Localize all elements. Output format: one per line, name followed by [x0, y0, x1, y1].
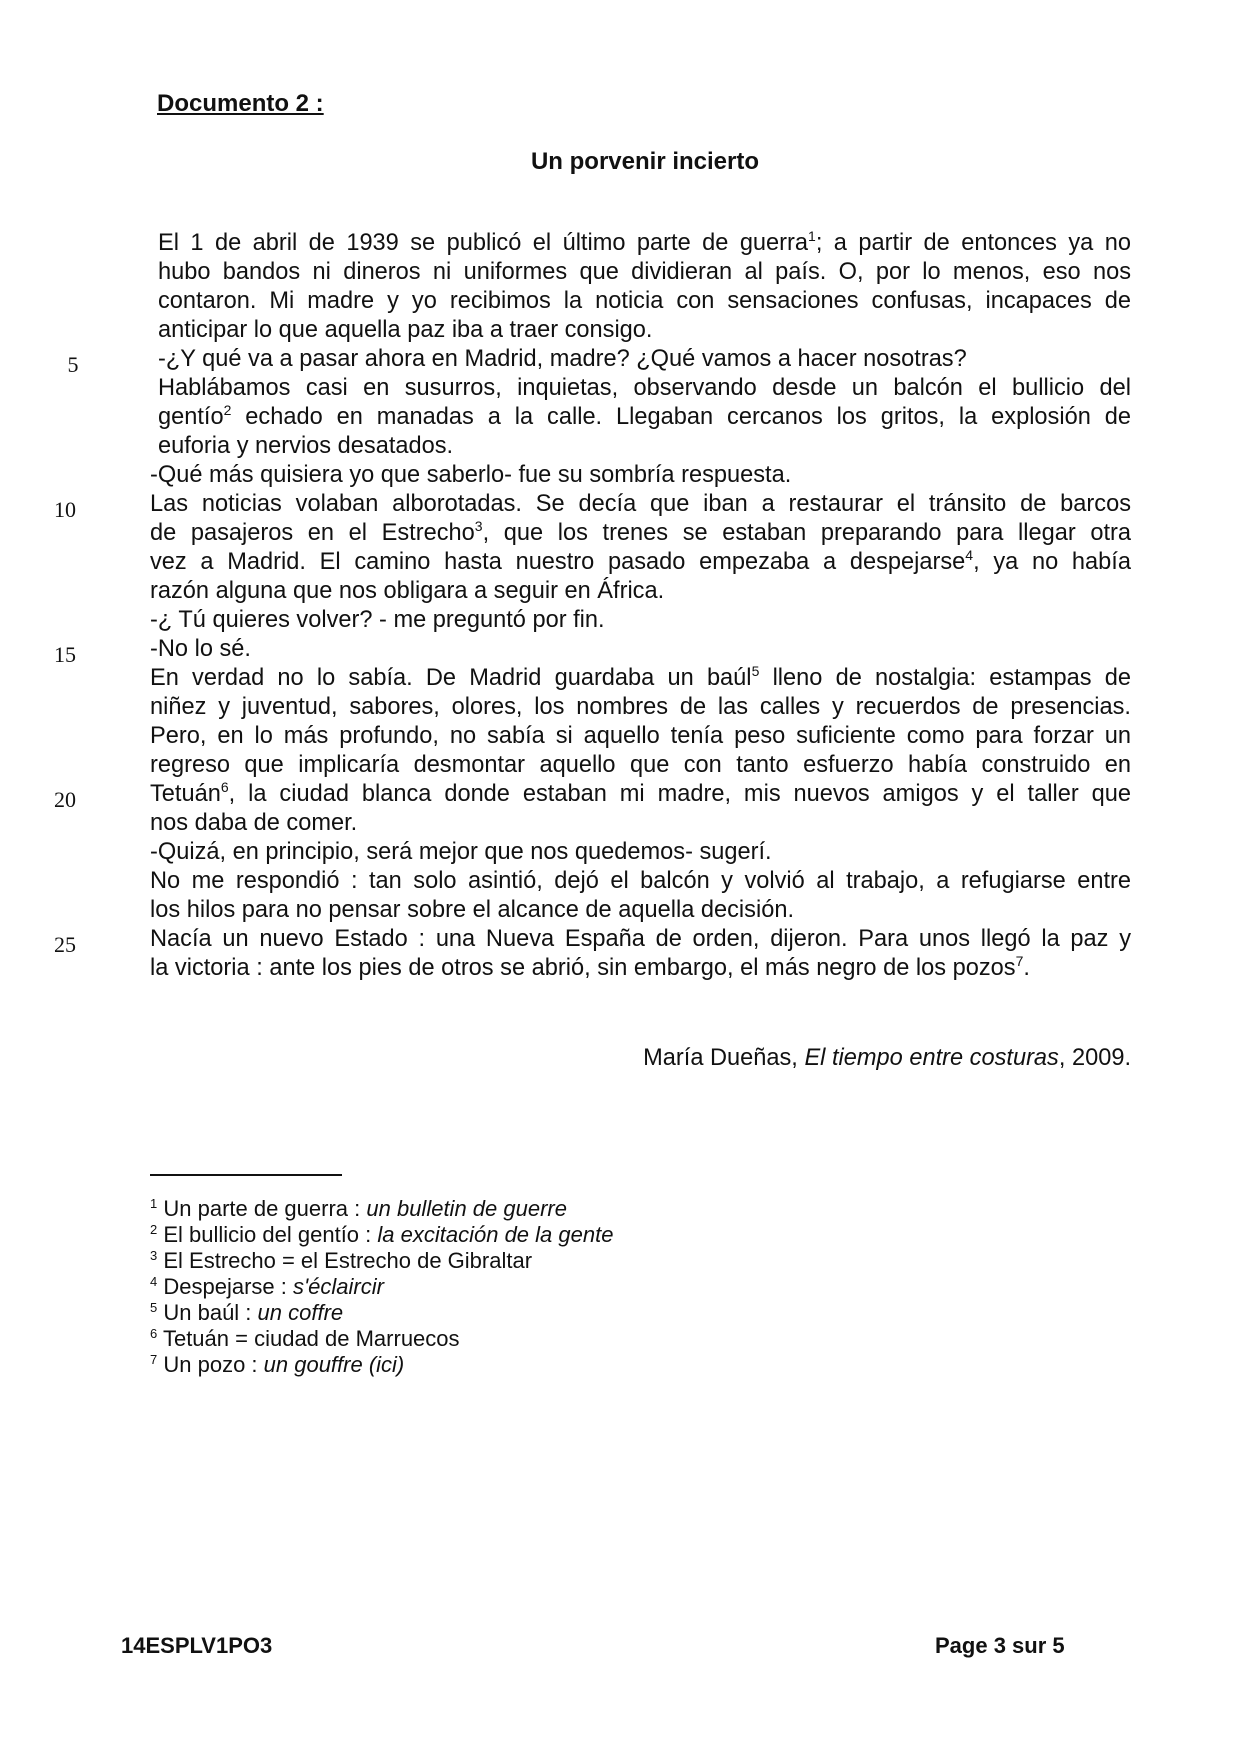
document-title: Un porvenir incierto	[530, 148, 760, 175]
line-number-25: 25	[54, 932, 76, 957]
footer-page-number: Page 3 sur 5	[935, 1633, 1065, 1658]
footnote-6: $^6$ Tetuán = ciudad de Marruecos	[150, 1326, 460, 1351]
body-line-23: No me respondió : tan solo asintió, dejó el balcón y volvió al trabajo, a refugiarse entre	[150, 868, 1131, 894]
footnote-divider	[150, 1174, 342, 1176]
body-line-19: regreso que implicaría desmontar aquello que con tanto esfuerzo había construido en	[150, 752, 1131, 778]
body-line-20: Tetuán$^6$, la ciudad blanca donde estaban mi madre, mis nuevos amigos y el taller que	[150, 779, 1131, 807]
body-line-26: la victoria : ante los pies de otros se abrió, sin embargo, el más negro de los pozos$^7$.	[150, 953, 1030, 981]
body-line-8: euforia y nervios desatados.	[158, 433, 454, 459]
body-line-12: vez a Madrid. El camino hasta nuestro pasado empezaba a despejarse$^4$, ya no había	[150, 547, 1131, 575]
footnote-4: $^4$ Despejarse : s'éclaircir	[150, 1274, 384, 1299]
body-line-24: los hilos para no pensar sobre el alcance de aquella decisión.	[150, 897, 795, 923]
line-number-5: 5	[67, 352, 79, 377]
footer-document-code: 14ESPLV1PO3	[121, 1633, 273, 1658]
body-line-21: nos daba de comer.	[150, 810, 358, 836]
body-line-2: hubo bandos ni dineros ni uniformes que dividieran al país. O, por lo menos, eso nos	[158, 259, 1131, 285]
body-line-22: -Quizá, en principio, será mejor que nos quedemos- sugerí.	[150, 839, 772, 865]
footnote-3: $^3$ El Estrecho = el Estrecho de Gibraltar	[150, 1248, 533, 1273]
source-attribution: María Dueñas, El tiempo entre costuras, 2009.	[643, 1045, 1131, 1071]
body-line-7: gentío$^2$ echado en manadas a la calle. Llegaban cercanos los gritos, la explosión de	[158, 402, 1131, 430]
footnote-2: $^2$ El bullicio del gentío : la excitación de la gente	[150, 1222, 614, 1247]
body-line-5: -¿Y qué va a pasar ahora en Madrid, madre? ¿Qué vamos a hacer nosotras?	[158, 346, 967, 372]
line-number-10: 10	[54, 497, 76, 522]
body-line-6: Hablábamos casi en susurros, inquietas, observando desde un balcón el bullicio del	[158, 375, 1131, 401]
body-line-13: razón alguna que nos obligara a seguir en África.	[150, 578, 665, 604]
footnote-5: $^5$ Un baúl : un coffre	[150, 1300, 344, 1325]
body-line-1: El 1 de abril de 1939 se publicó el último parte de guerra$^1$; a partir de entonces ya no	[158, 228, 1131, 256]
footnote-1: $^1$ Un parte de guerra : un bulletin de guerre	[150, 1196, 567, 1221]
line-number-20: 20	[54, 787, 76, 812]
body-line-17: niñez y juventud, sabores, olores, los nombres de las calles y recuerdos de presencias.	[150, 694, 1131, 720]
body-line-15: -No lo sé.	[150, 636, 251, 662]
body-line-16: En verdad no lo sabía. De Madrid guardaba un baúl$^5$ lleno de nostalgia: estampas de	[150, 663, 1132, 691]
body-line-18: Pero, en lo más profundo, no sabía si aquello tenía peso suficiente como para forzar un	[150, 723, 1131, 749]
body-line-9: -Qué más quisiera yo que saberlo- fue su sombría respuesta.	[150, 462, 792, 488]
body-line-4: anticipar lo que aquella paz iba a traer consigo.	[158, 317, 653, 343]
body-line-3: contaron. Mi madre y yo recibimos la noticia con sensaciones confusas, incapaces de	[158, 288, 1131, 314]
body-line-11: de pasajeros en el Estrecho$^3$, que los trenes se estaban preparando para llegar otra	[150, 518, 1131, 546]
body-line-14: -¿ Tú quieres volver? - me preguntó por fin.	[150, 607, 605, 633]
footnote-7: $^7$ Un pozo : un gouffre (ici)	[150, 1352, 405, 1377]
document-heading: Documento 2 :	[157, 90, 324, 117]
body-line-25: Nacía un nuevo Estado : una Nueva España de orden, dijeron. Para unos llegó la paz y	[150, 926, 1131, 952]
body-line-10: Las noticias volaban alborotadas. Se decía que iban a restaurar el tránsito de barcos	[150, 491, 1131, 517]
line-number-15: 15	[54, 642, 76, 667]
